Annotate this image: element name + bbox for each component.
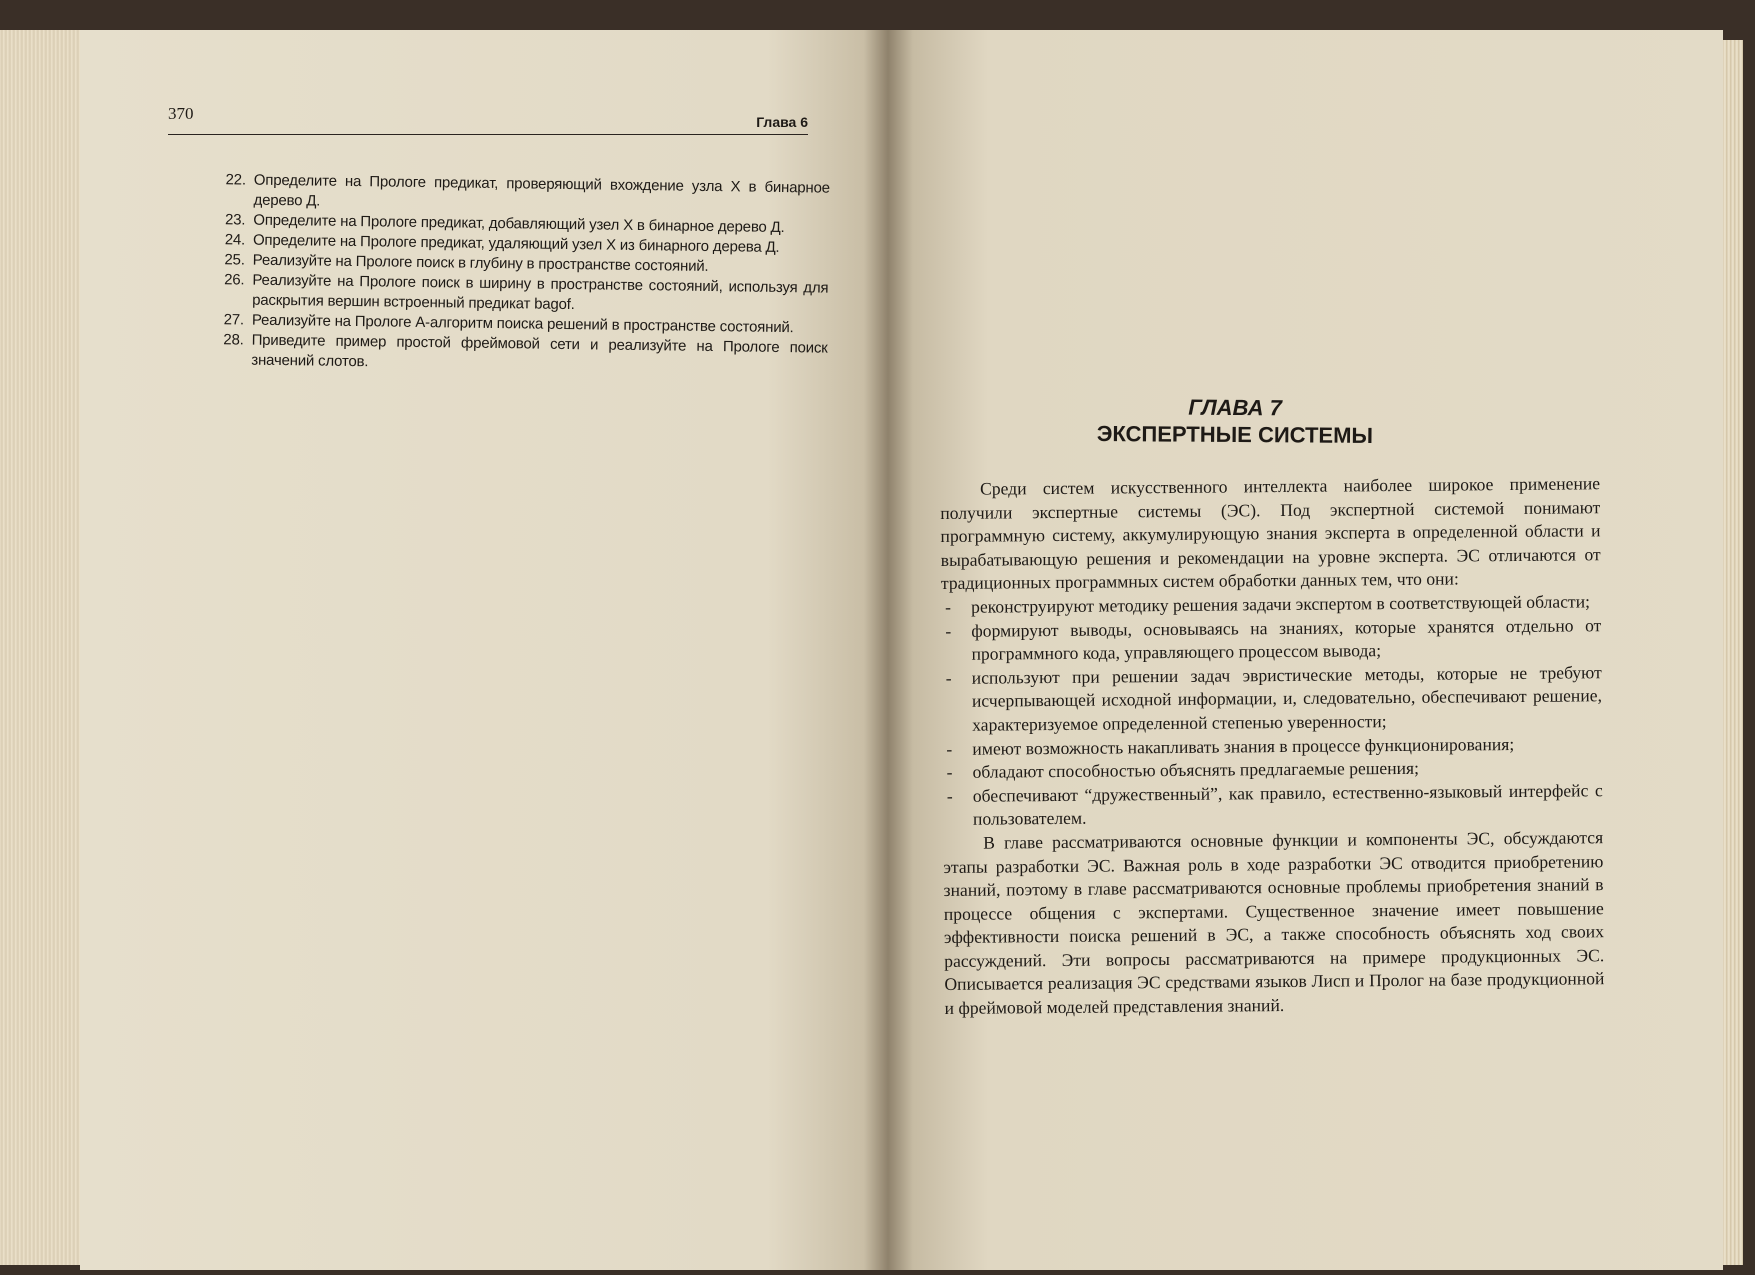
exercise-text: Определите на Прологе предикат, проверяющий вхождение узла X в бинарное дерево Д.: [253, 171, 830, 210]
list-item-text: используют при решении задач эвристические методы, которые не требуют исчерпывающей исходной информации, и, следовательно, обеспечивают решение, характеризуемое определенной степенью уверенности;: [971, 661, 1603, 735]
exercise-number: 24.: [224, 231, 246, 249]
bullet-mark: -: [945, 620, 952, 641]
page-number: 370: [168, 104, 194, 123]
list-item: [943, 779, 1603, 832]
exercise-text: Определите на Прологе предикат, удаляющий узел X из бинарного дерева Д.: [252, 231, 780, 256]
running-header: [168, 104, 808, 135]
list-item-text: имеют возможность накапливать знания в процессе функционирования;: [972, 733, 1515, 759]
exercise-list: [207, 170, 830, 379]
exercise-text: Реализуйте на Прологе поиск в глубину в пространстве состояний.: [252, 251, 709, 275]
bullet-mark: -: [945, 667, 952, 688]
list-item: [942, 661, 1603, 738]
exercise-number: 26.: [224, 271, 245, 289]
page-edges-left: [0, 30, 82, 1265]
chapter-label: ГЛАВА 7: [1188, 394, 1282, 421]
intro-paragraph: Среди систем искусственного интеллекта наиболее широкое применение получили экспертные системы (ЭС). Под экспертной системой понимают программную систему, аккумулирующую знания эксперта в определенной области и вырабатывающую решения и рекомендации на уровне эксперта. ЭС отличаются от традиционных программных систем обработки данных тем, что они:: [940, 473, 1601, 594]
chapter-header: Глава 6: [756, 114, 808, 130]
exercise-text: Приведите пример простой фреймовой сети и реализуйте на Прологе поиск значений слотов.: [251, 331, 828, 371]
exercise-number: 22.: [225, 171, 246, 189]
exercise-number: 28.: [223, 331, 244, 349]
bullet-mark: -: [946, 785, 953, 806]
exercise-text: Реализуйте на Прологе поиск в ширину в пространстве состояний, используя для раскрытия вершин встроенный предикат bagof.: [252, 271, 829, 314]
exercise-text: Реализуйте на Прологе А-алгоритм поиска решений в пространстве состояний.: [251, 311, 794, 337]
exercise-number: 27.: [223, 311, 245, 329]
list-item-text: формируют выводы, основываясь на знаниях, которые хранятся отдельно от программного кода, управляющего процессом вывода;: [971, 614, 1602, 664]
list-item: [941, 614, 1601, 667]
closing-paragraph: В главе рассматриваются основные функции и компоненты ЭС, обсуждаются этапы разработки ЭС. Важная роль в ходе разработки ЭС отводится приобретению знаний, поэтому в главе рассматриваются основные проблемы приобретения знаний в процессе общения с экспертами. Существенное значение имеет повышение эффективности поиска решений в ЭС, а также способность объяснять ход своих рассуждений. Эти вопросы рассматриваются на примере продукционных ЭС. Описывается реализация ЭС средствами языков Лисп и Пролог на базе продукционной и фреймовой моделей представления знаний.: [943, 827, 1605, 1019]
list-item-text: реконструируют методику решения задачи экспертом в соответствующей области;: [971, 591, 1591, 617]
chapter-title-block: [1005, 393, 1465, 450]
list-item-text: обеспечивают “дружественный”, как правило, естественно-языковый интерфейс с пользователем.: [972, 779, 1603, 830]
chapter-body: [940, 472, 1605, 1020]
exercise-number: 23.: [224, 211, 246, 229]
exercise-number: 25.: [224, 251, 245, 269]
bullet-mark: -: [946, 762, 953, 783]
list-item-text: обладают способностью объяснять предлагаемые решения;: [972, 757, 1420, 782]
bullet-mark: -: [946, 738, 953, 759]
exercise-text: Определите на Прологе предикат, добавляющий узел X в бинарное дерево Д.: [253, 211, 785, 237]
bullet-mark: -: [945, 596, 952, 617]
chapter-title: ЭКСПЕРТНЫЕ СИСТЕМЫ: [1096, 421, 1374, 448]
page-edges-right: [1723, 40, 1743, 1265]
